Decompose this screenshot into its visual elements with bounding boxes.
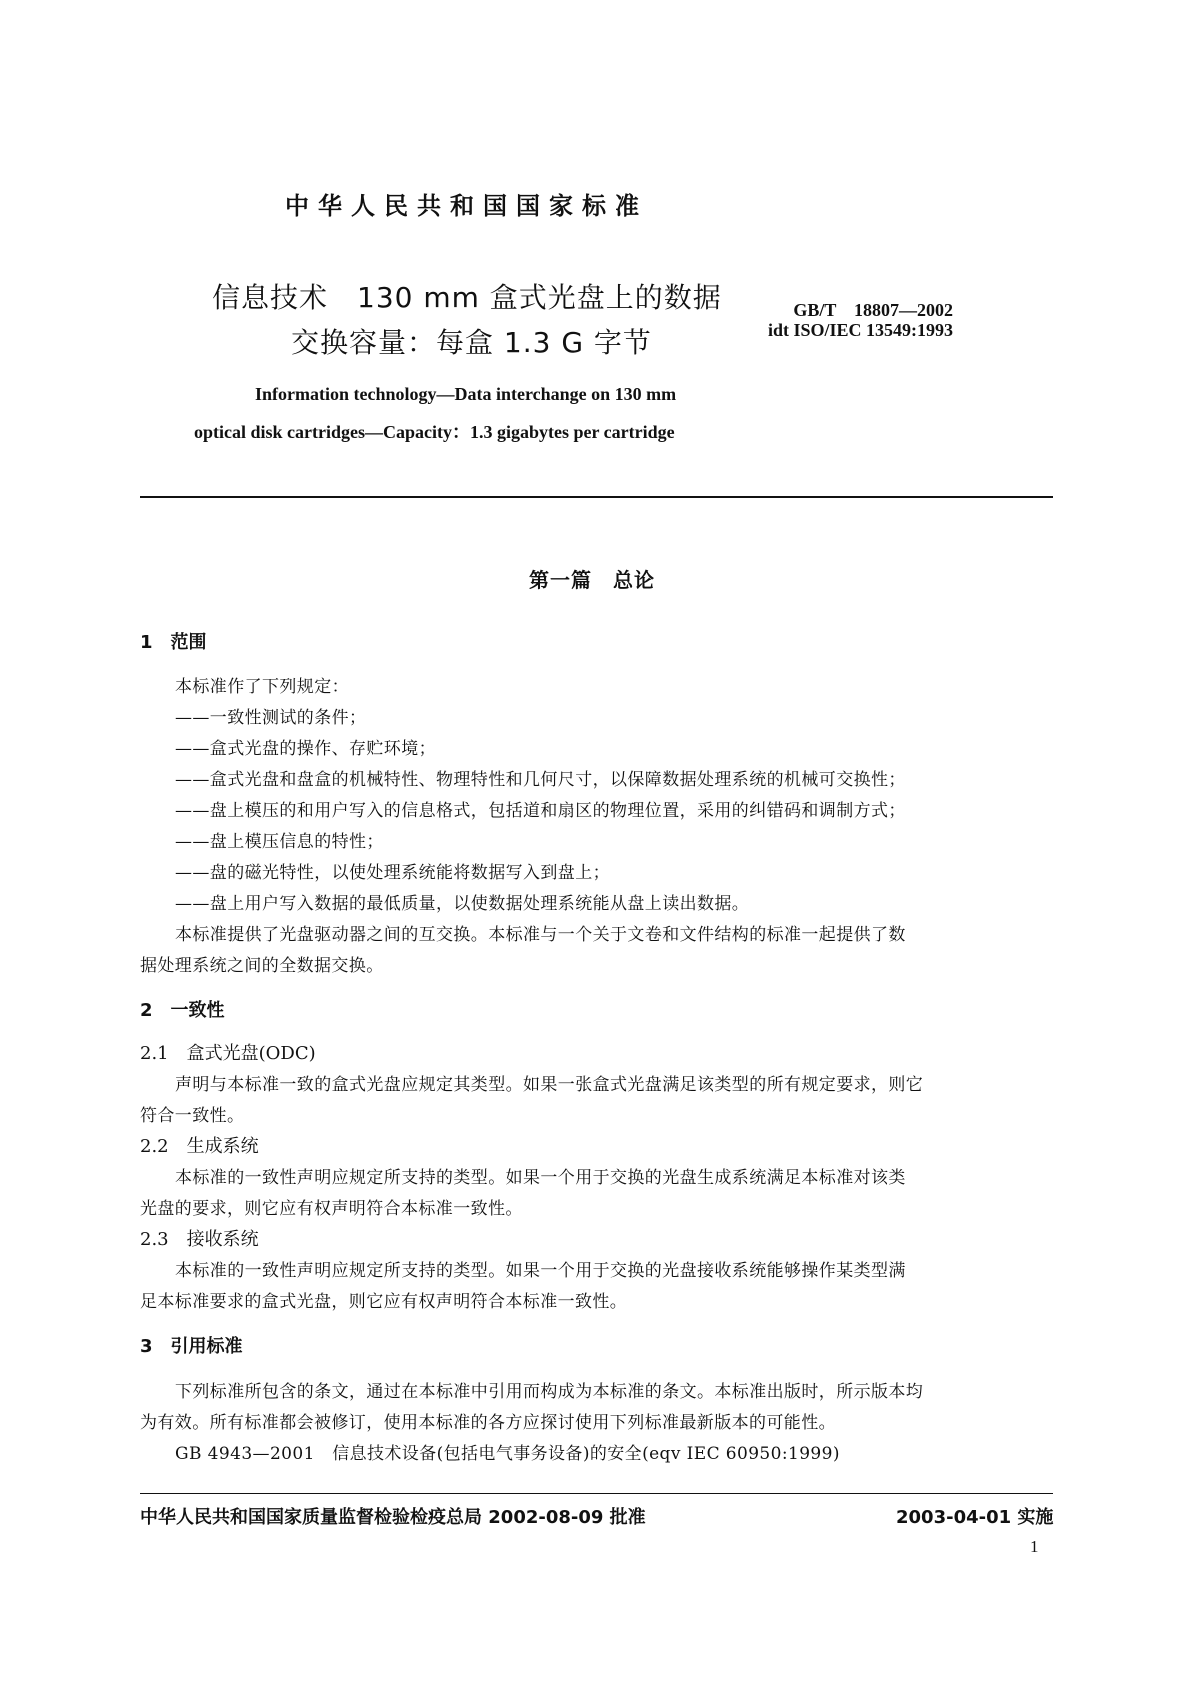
section-2-1-heading: 2.1 盒式光盘(ODC) xyxy=(140,1043,316,1064)
standard-number: GB/T 18807—2002 xyxy=(793,300,954,320)
section-1-line: ——盘上模压的和用户写入的信息格式，包括道和扇区的物理位置，采用的纠错码和调制方式； xyxy=(175,801,906,821)
approval-statement: 中华人民共和国国家质量监督检验检疫总局 2002-08-09 批准 xyxy=(140,1507,646,1528)
standard-number-block xyxy=(768,300,953,340)
section-1-line: ——盘的磁光特性，以使处理系统能将数据写入到盘上； xyxy=(175,863,610,883)
section-2-3-heading: 2.3 接收系统 xyxy=(140,1229,259,1250)
implementation-date: 2003-04-01 实施 xyxy=(896,1507,1054,1528)
section-1-line: ——盘上用户写入数据的最低质量，以使数据处理系统能从盘上读出数据。 xyxy=(175,894,750,914)
section-3-line: 下列标准所包含的条文，通过在本标准中引用而构成为本标准的条文。本标准出版时，所示版本均 xyxy=(175,1382,924,1402)
part-title: 第一篇 总论 xyxy=(529,568,655,592)
footer-divider xyxy=(140,1493,1053,1494)
section-2-2-line: 光盘的要求，则它应有权声明符合本标准一致性。 xyxy=(140,1199,523,1219)
referenced-standard: GB 4943—2001 信息技术设备(包括电气事务设备)的安全(eqv IEC 60950:1999) xyxy=(175,1444,840,1464)
section-2-1-line: 符合一致性。 xyxy=(140,1106,245,1126)
title-english-line-2: optical disk cartridges—Capacity：1.3 gigabytes per cartridge xyxy=(194,422,675,442)
section-1-line: ——盘上模压信息的特性； xyxy=(175,832,384,852)
title-chinese-line-2: 交换容量：每盒 1.3 G 字节 xyxy=(291,326,652,359)
country-standard-heading: 中华人民共和国国家标准 xyxy=(285,192,648,220)
title-english-line-1: Information technology—Data interchange on 130 mm xyxy=(255,384,677,404)
section-2-2-line: 本标准的一致性声明应规定所支持的类型。如果一个用于交换的光盘生成系统满足本标准对该类 xyxy=(175,1168,906,1188)
section-1-heading: 1 范围 xyxy=(140,632,207,653)
section-1-line: ——盒式光盘和盘盒的机械特性、物理特性和几何尺寸，以保障数据处理系统的机械可交换性； xyxy=(175,770,906,790)
section-2-1-line: 声明与本标准一致的盒式光盘应规定其类型。如果一张盒式光盘满足该类型的所有规定要求，则它 xyxy=(175,1075,924,1095)
section-2-3-line: 足本标准要求的盒式光盘，则它应有权声明符合本标准一致性。 xyxy=(140,1292,628,1312)
header-divider xyxy=(140,496,1053,498)
section-2-2-heading: 2.2 生成系统 xyxy=(140,1136,259,1157)
section-2-3-line: 本标准的一致性声明应规定所支持的类型。如果一个用于交换的光盘接收系统能够操作某类型满 xyxy=(175,1261,906,1281)
section-3-heading: 3 引用标准 xyxy=(140,1336,243,1357)
page-number: 1 xyxy=(1030,1537,1039,1556)
section-1-line: 本标准作了下列规定： xyxy=(175,677,349,697)
section-1-line: 本标准提供了光盘驱动器之间的互交换。本标准与一个关于文卷和文件结构的标准一起提供了数 xyxy=(175,925,906,945)
section-1-line: ——盒式光盘的操作、存贮环境； xyxy=(175,739,436,759)
section-1-line: 据处理系统之间的全数据交换。 xyxy=(140,956,384,976)
section-2-heading: 2 一致性 xyxy=(140,1000,225,1021)
title-chinese-line-1: 信息技术 130 mm 盒式光盘上的数据 xyxy=(212,281,722,314)
section-1-line: ——一致性测试的条件； xyxy=(175,708,367,728)
standard-equivalence: idt ISO/IEC 13549:1993 xyxy=(768,320,954,340)
section-3-line: 为有效。所有标准都会被修订，使用本标准的各方应探讨使用下列标准最新版本的可能性。 xyxy=(140,1413,836,1433)
